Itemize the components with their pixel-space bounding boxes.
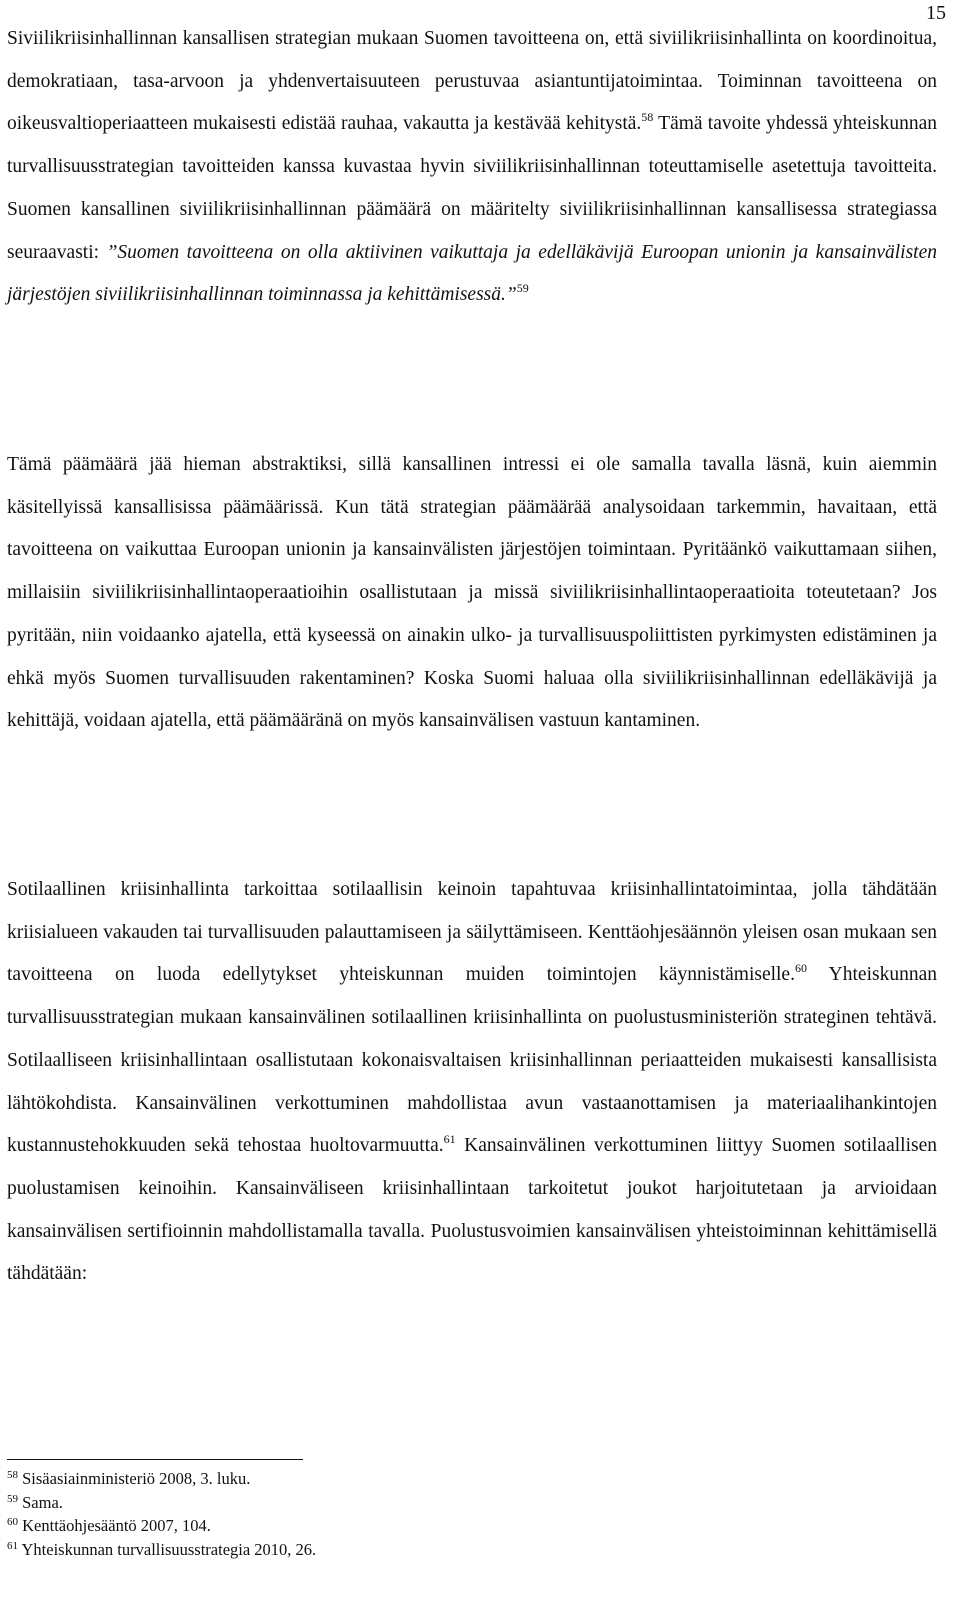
- footnote-text: Yhteiskunnan turvallisuusstrategia 2010, 26.: [21, 1539, 317, 1559]
- footnote-number: 59: [7, 1492, 18, 1505]
- footnote-number: 61: [7, 1539, 18, 1552]
- paragraph-text: Tämä päämäärä jää hieman abstraktiksi, sillä kansallinen intressi ei ole samalla tavalla läsnä, kuin aiemmin käsitellyissä kansallisissa päämäärissä. Kun tätä strategian päämäärää analysoidaan tarkemmin, havaitaan, että tavoitteena on vaikuttaa Euroopan unionin ja kansainvälisten järjestöjen toimintaan. Pyritäänkö vaikuttamaan siihen, millaisiin siviilikriisinhallintaoperaatioihin osallistutaan ja missä siviilikriisinhallintaoperaatioita toteutetaan? Jos pyritään, niin voidaanko ajatella, että kyseessä on ainakin ulko- ja turvallisuuspoliittisten pyrkimysten edistäminen ja ehkä myös Suomen turvallisuuden rakentaminen? Koska Suomi haluaa olla siviilikriisinhallinnan edelläkävijä ja kehittäjä, voidaan ajatella, että päämääränä on myös kansainvälisen vastuun kantaminen.: [7, 454, 937, 732]
- footnote-text: Sisäasiainministeriö 2008, 3. luku.: [22, 1469, 251, 1488]
- footnote-ref-60[interactable]: 60: [794, 961, 807, 976]
- footnote-61: [7, 1538, 707, 1562]
- footnote-ref-58[interactable]: 58: [641, 110, 654, 125]
- footnote-58: [7, 1467, 707, 1491]
- paragraph-analysis: [7, 444, 937, 743]
- page-number: 15: [926, 2, 946, 24]
- paragraph-civilian-crisis-management: [7, 18, 937, 317]
- paragraph-text: Tämä tavoite yhdessä yhteiskunnan turvallisuusstrategian tavoitteiden kanssa kuvastaa hyvin siviilikriisinhallinnan toteuttamiselle asetettuja tavoitteita. Suomen kansallinen siviilikriisinhallinnan päämäärä on määritelty siviilikriisinhallinnan kansallisessa strategiassa seuraavasti:: [7, 113, 937, 263]
- footnotes: [7, 1467, 707, 1561]
- footnote-ref-59[interactable]: 59: [516, 281, 529, 296]
- paragraph-text: Siviilikriisinhallinnan kansallisen strategian mukaan Suomen tavoitteena on, että siviilikriisinhallinta on koordinoitua, demokratiaan, tasa-arvoon ja yhdenvertaisuuteen perustuvaa asiantuntijatoimintaa. Toiminnan tavoitteena on oikeusvaltioperiaatteen mukaisesti edistää rauhaa, vakautta ja kestävää kehitystä.: [7, 28, 937, 135]
- paragraph-military-crisis-management: [7, 869, 937, 1296]
- footnote-number: 60: [7, 1516, 18, 1528]
- footnote-text: Kenttäohjesääntö 2007, 104.: [22, 1516, 211, 1535]
- paragraph-text: Sotilaallinen kriisinhallinta tarkoittaa sotilaallisin keinoin tapahtuvaa kriisinhallintatoimintaa, jolla tähdätään kriisialueen vakauden tai turvallisuuden palauttamiseen ja säilyttämiseen. Kenttäohjesäännön yleisen osan mukaan sen tavoitteena on luoda edellytykset yhteiskunnan muiden toimintojen käynnistämiselle.: [7, 879, 937, 986]
- footnote-60: [7, 1514, 707, 1538]
- strategy-quote: ”Suomen tavoitteena on olla aktiivinen vaikuttaja ja edelläkävijä Euroopan unionin ja kansainvälisten järjestöjen siviilikriisinhallinnan toiminnassa ja kehittämisessä.”: [7, 241, 937, 306]
- paragraph-text: Kansainvälinen verkottuminen liittyy Suomen sotilaallisen puolustamisen keinoihin. Kansainväliseen kriisinhallintaan tarkoitetut joukot harjoitutetaan ja arvioidaan kansainvälisen sertifioinnin mahdollistamalla tavalla. Puolustusvoimien kansainvälisen yhteistoiminnan kehittämisellä tähdätään:: [7, 1135, 937, 1285]
- footnote-ref-61[interactable]: 61: [443, 1132, 456, 1147]
- footnote-number: 58: [7, 1469, 18, 1481]
- footnote-text: Sama.: [22, 1492, 63, 1512]
- paragraph-text: Yhteiskunnan turvallisuusstrategian mukaan kansainvälinen sotilaallinen kriisinhallinta on puolustusministeriön strateginen tehtävä. Sotilaalliseen kriisinhallintaan osallistutaan kokonaisvaltaisen kriisinhallinnan periaatteiden mukaisesti kansallisista lähtökohdista. Kansainvälinen verkottuminen mahdollistaa avun vastaanottamisen ja materiaalihankintojen kustannustehokkuuden sekä tehostaa huoltovarmuutta.: [7, 964, 937, 1157]
- footnote-divider: [7, 1459, 303, 1460]
- footnote-59: [7, 1491, 707, 1515]
